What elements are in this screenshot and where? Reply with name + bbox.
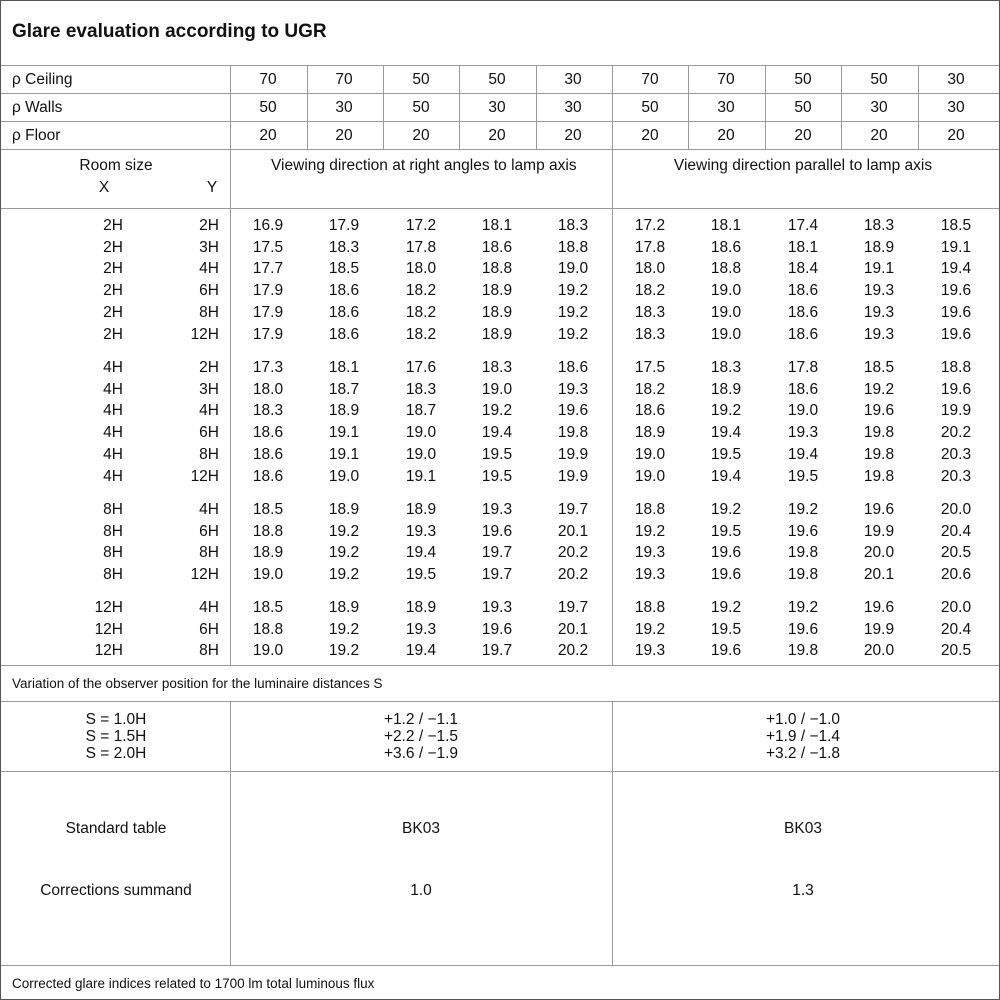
ugr-value: 18.0 — [405, 260, 437, 278]
ugr-value: 18.1 — [328, 359, 360, 376]
room-y: 3H — [199, 380, 219, 398]
ugr-value: 18.5 — [252, 501, 284, 518]
ugr-value: 18.7 — [405, 402, 437, 420]
ugr-value: 19.2 — [328, 642, 360, 660]
ugr-value: 19.6 — [481, 522, 513, 540]
ugr-value: 17.9 — [252, 282, 284, 300]
room-x: 8H — [103, 544, 123, 562]
ugr-value: 17.4 — [787, 217, 819, 234]
room-y: 6H — [199, 424, 219, 442]
room-y: 6H — [199, 282, 219, 300]
room-x: 2H — [103, 303, 123, 321]
ugr-value: 19.2 — [328, 522, 360, 540]
reflectance-value: 70 — [717, 71, 735, 88]
room-x: 12H — [94, 642, 123, 660]
ugr-value: 18.9 — [328, 501, 360, 518]
ugr-value: 18.3 — [710, 359, 742, 376]
ugr-value: 19.9 — [557, 467, 589, 485]
reflectance-value: 20 — [717, 127, 735, 144]
ugr-value: 19.2 — [787, 599, 819, 616]
variation-parallel: +3.2 / −1.8 — [765, 745, 841, 762]
ugr-value: 20.0 — [863, 544, 895, 562]
ugr-value: 19.0 — [557, 260, 589, 278]
room-x: 2H — [103, 238, 123, 256]
ugr-value: 19.2 — [634, 620, 666, 638]
reflectance-value: 50 — [870, 71, 888, 88]
ugr-value: 20.0 — [940, 501, 972, 518]
room-x: 8H — [103, 566, 123, 584]
ugr-value: 19.3 — [863, 303, 895, 321]
ugr-value: 20.1 — [557, 620, 589, 638]
ugr-value: 20.5 — [940, 544, 972, 562]
ugr-value: 18.5 — [328, 260, 360, 278]
ugr-value: 18.6 — [252, 424, 284, 442]
ugr-value: 19.4 — [481, 424, 513, 442]
ugr-value: 19.5 — [710, 620, 742, 638]
ugr-value: 17.5 — [634, 359, 666, 376]
ugr-value: 19.2 — [557, 282, 589, 300]
ugr-value: 17.2 — [405, 217, 437, 234]
ugr-value: 19.6 — [710, 642, 742, 660]
ugr-value: 19.3 — [787, 424, 819, 442]
ugr-value: 19.8 — [787, 642, 819, 660]
variation-s: S = 1.0H — [85, 711, 147, 728]
variation-parallel: +1.9 / −1.4 — [765, 728, 841, 745]
reflectance-value: 20 — [564, 127, 582, 144]
room-y: 4H — [199, 501, 219, 518]
ugr-value: 18.5 — [252, 599, 284, 616]
ugr-value: 19.9 — [940, 402, 972, 420]
ugr-value: 18.6 — [787, 303, 819, 321]
ugr-value: 18.6 — [787, 380, 819, 398]
ugr-value: 20.6 — [940, 566, 972, 584]
ugr-value: 18.6 — [252, 445, 284, 463]
variation-s: S = 2.0H — [85, 745, 147, 762]
ugr-value: 19.0 — [634, 445, 666, 463]
ugr-value: 19.4 — [787, 445, 819, 463]
ugr-value: 18.9 — [405, 501, 437, 518]
reflectance-value: 50 — [488, 71, 506, 88]
ugr-value: 18.2 — [634, 282, 666, 300]
room-x: 4H — [103, 445, 123, 463]
room-y: 4H — [199, 402, 219, 420]
ugr-value: 18.2 — [405, 325, 437, 343]
col-divider-direction — [612, 701, 613, 965]
ugr-value: 18.7 — [328, 380, 360, 398]
ugr-value: 18.3 — [481, 359, 513, 376]
ugr-value: 19.1 — [328, 424, 360, 442]
room-x: 4H — [103, 467, 123, 485]
ugr-value: 19.9 — [557, 445, 589, 463]
divider-corrections — [1, 965, 999, 966]
ugr-value: 20.3 — [940, 445, 972, 463]
room-y: 4H — [199, 599, 219, 616]
ugr-value: 19.3 — [481, 501, 513, 518]
room-y: 12H — [190, 566, 219, 584]
ugr-value: 19.2 — [710, 599, 742, 616]
divider-header — [1, 208, 999, 209]
ugr-value: 19.2 — [710, 402, 742, 420]
ugr-value: 19.4 — [710, 424, 742, 442]
ugr-value: 19.5 — [405, 566, 437, 584]
room-x: 2H — [103, 325, 123, 343]
ugr-value: 19.6 — [863, 599, 895, 616]
room-x: 4H — [103, 402, 123, 420]
ugr-value: 18.6 — [787, 282, 819, 300]
ugr-value: 19.4 — [405, 642, 437, 660]
ugr-value: 19.2 — [328, 566, 360, 584]
ugr-value: 20.1 — [863, 566, 895, 584]
ugr-value: 19.3 — [863, 282, 895, 300]
ugr-value: 19.1 — [940, 238, 972, 256]
ugr-value: 19.7 — [481, 566, 513, 584]
room-x: 12H — [94, 620, 123, 638]
ugr-value: 20.3 — [940, 467, 972, 485]
ugr-value: 18.1 — [787, 238, 819, 256]
ugr-value: 20.2 — [557, 642, 589, 660]
reflectance-value: 20 — [412, 127, 430, 144]
variation-s: S = 1.5H — [85, 728, 147, 745]
reflectance-value: 20 — [794, 127, 812, 144]
reflectance-value: 70 — [641, 71, 659, 88]
ugr-value: 18.2 — [405, 282, 437, 300]
ugr-value: 20.1 — [557, 522, 589, 540]
ugr-value: 19.2 — [328, 620, 360, 638]
ugr-value: 19.2 — [787, 501, 819, 518]
reflectance-value: 30 — [717, 99, 735, 116]
ugr-value: 17.8 — [405, 238, 437, 256]
ugr-value: 20.4 — [940, 522, 972, 540]
ugr-value: 18.9 — [481, 325, 513, 343]
corrections-parallel: 1.3 — [792, 882, 814, 899]
ugr-value: 17.9 — [328, 217, 360, 234]
ugr-value: 18.3 — [405, 380, 437, 398]
ugr-value: 19.7 — [557, 501, 589, 518]
ugr-value: 18.9 — [481, 282, 513, 300]
room-y: 4H — [199, 260, 219, 278]
ugr-value: 18.6 — [328, 282, 360, 300]
ugr-value: 18.8 — [940, 359, 972, 376]
ugr-value: 19.2 — [557, 325, 589, 343]
ugr-value: 19.3 — [557, 380, 589, 398]
reflectance-value: 70 — [335, 71, 353, 88]
direction-right-angles: Viewing direction at right angles to lamp axis — [271, 157, 577, 174]
reflectance-value: 50 — [794, 71, 812, 88]
ugr-value: 19.3 — [634, 642, 666, 660]
ugr-value: 19.6 — [940, 303, 972, 321]
ugr-value: 18.3 — [634, 325, 666, 343]
reflectance-value: 50 — [412, 71, 430, 88]
ugr-value: 18.8 — [252, 522, 284, 540]
ugr-value: 18.9 — [328, 599, 360, 616]
room-y: 8H — [199, 445, 219, 463]
ugr-value: 19.0 — [634, 467, 666, 485]
ugr-value: 19.1 — [405, 467, 437, 485]
ugr-value: 19.6 — [481, 620, 513, 638]
ugr-value: 18.5 — [863, 359, 895, 376]
ugr-value: 19.3 — [863, 325, 895, 343]
room-y: 2H — [199, 359, 219, 376]
ugr-value: 18.9 — [481, 303, 513, 321]
divider-row-ceiling — [1, 93, 999, 94]
ugr-value: 19.2 — [863, 380, 895, 398]
reflectance-value: 20 — [488, 127, 506, 144]
ugr-value: 19.0 — [481, 380, 513, 398]
reflectance-label: ρ Floor — [12, 127, 61, 144]
ugr-value: 19.1 — [328, 445, 360, 463]
ugr-value: 18.2 — [634, 380, 666, 398]
ugr-value: 18.6 — [634, 402, 666, 420]
ugr-value: 20.5 — [940, 642, 972, 660]
room-x: 12H — [94, 599, 123, 616]
ugr-value: 17.3 — [252, 359, 284, 376]
ugr-value: 20.0 — [863, 642, 895, 660]
ugr-value: 19.5 — [481, 467, 513, 485]
ugr-value: 19.4 — [940, 260, 972, 278]
ugr-value: 19.4 — [710, 467, 742, 485]
ugr-value: 18.3 — [634, 303, 666, 321]
ugr-value: 18.9 — [863, 238, 895, 256]
ugr-value: 19.2 — [481, 402, 513, 420]
room-x: 4H — [103, 359, 123, 376]
reflectance-value: 30 — [947, 99, 965, 116]
page-title: Glare evaluation according to UGR — [12, 21, 327, 42]
ugr-value: 18.6 — [252, 467, 284, 485]
room-y: 2H — [199, 217, 219, 234]
reflectance-value: 20 — [870, 127, 888, 144]
reflectance-value: 30 — [564, 71, 582, 88]
ugr-value: 17.2 — [634, 217, 666, 234]
reflectance-value: 20 — [335, 127, 353, 144]
divider-row-walls — [1, 121, 999, 122]
ugr-value: 18.8 — [252, 620, 284, 638]
ugr-value: 19.5 — [787, 467, 819, 485]
ugr-value: 19.7 — [481, 544, 513, 562]
ugr-value: 18.9 — [634, 424, 666, 442]
ugr-value: 18.8 — [634, 599, 666, 616]
reflectance-value: 50 — [259, 99, 277, 116]
ugr-value: 19.2 — [710, 501, 742, 518]
reflectance-value: 20 — [259, 127, 277, 144]
ugr-value: 19.6 — [710, 544, 742, 562]
ugr-value: 19.7 — [481, 642, 513, 660]
ugr-value: 19.6 — [863, 402, 895, 420]
divider-title — [1, 65, 999, 66]
ugr-value: 20.2 — [557, 566, 589, 584]
room-y: 6H — [199, 522, 219, 540]
room-y: 8H — [199, 642, 219, 660]
ugr-value: 19.5 — [710, 522, 742, 540]
room-x: 4H — [103, 380, 123, 398]
corrections-right: 1.0 — [410, 882, 432, 899]
variation-label: Variation of the observer position for the luminaire distances S — [12, 676, 383, 691]
reflectance-value: 50 — [794, 99, 812, 116]
ugr-value: 18.3 — [328, 238, 360, 256]
variation-parallel: +1.0 / −1.0 — [765, 711, 841, 728]
ugr-value: 19.2 — [557, 303, 589, 321]
ugr-value: 19.2 — [634, 522, 666, 540]
divider-data — [1, 665, 999, 666]
reflectance-label: ρ Ceiling — [12, 71, 73, 88]
room-y: 8H — [199, 303, 219, 321]
ugr-value: 19.6 — [787, 522, 819, 540]
reflectance-value: 30 — [564, 99, 582, 116]
ugr-value: 19.6 — [940, 325, 972, 343]
ugr-value: 18.6 — [787, 325, 819, 343]
ugr-value: 18.6 — [328, 325, 360, 343]
ugr-value: 19.0 — [405, 424, 437, 442]
reflectance-value: 70 — [259, 71, 277, 88]
room-x: 8H — [103, 501, 123, 518]
ugr-value: 19.6 — [863, 501, 895, 518]
ugr-value: 17.9 — [252, 303, 284, 321]
ugr-value: 19.6 — [787, 620, 819, 638]
ugr-value: 19.7 — [557, 599, 589, 616]
ugr-value: 18.1 — [710, 217, 742, 234]
footer-note: Corrected glare indices related to 1700 lm total luminous flux — [12, 976, 375, 991]
room-y: 12H — [190, 325, 219, 343]
ugr-value: 19.2 — [328, 544, 360, 562]
variation-right: +3.6 / −1.9 — [383, 745, 459, 762]
ugr-value: 18.6 — [557, 359, 589, 376]
divider-variation — [1, 771, 999, 772]
ugr-value: 18.0 — [252, 380, 284, 398]
ugr-value: 19.6 — [940, 282, 972, 300]
reflectance-value: 30 — [335, 99, 353, 116]
ugr-value: 19.8 — [787, 566, 819, 584]
reflectance-value: 50 — [641, 99, 659, 116]
y-label: Y — [206, 179, 218, 196]
variation-right: +2.2 / −1.5 — [383, 728, 459, 745]
divider-variation-label — [1, 701, 999, 702]
direction-parallel: Viewing direction parallel to lamp axis — [673, 157, 933, 174]
ugr-value: 19.0 — [710, 325, 742, 343]
standard-table-right: BK03 — [402, 820, 440, 837]
ugr-value: 19.0 — [710, 282, 742, 300]
ugr-value: 19.3 — [481, 599, 513, 616]
room-x: 2H — [103, 217, 123, 234]
room-y: 8H — [199, 544, 219, 562]
ugr-value: 19.0 — [787, 402, 819, 420]
ugr-value: 18.2 — [405, 303, 437, 321]
room-y: 3H — [199, 238, 219, 256]
standard-table-label: Standard table — [65, 820, 167, 837]
room-y: 12H — [190, 467, 219, 485]
ugr-value: 19.3 — [405, 522, 437, 540]
room-x: 2H — [103, 260, 123, 278]
ugr-value: 19.5 — [710, 445, 742, 463]
divider-row-floor — [1, 149, 999, 150]
ugr-value: 19.8 — [863, 467, 895, 485]
ugr-value: 17.6 — [405, 359, 437, 376]
ugr-value: 19.1 — [863, 260, 895, 278]
reflectance-value: 20 — [947, 127, 965, 144]
ugr-value: 18.8 — [634, 501, 666, 518]
reflectance-value: 20 — [641, 127, 659, 144]
reflectance-value: 30 — [870, 99, 888, 116]
ugr-value: 19.3 — [634, 566, 666, 584]
ugr-value: 18.6 — [710, 238, 742, 256]
corrections-label: Corrections summand — [40, 882, 192, 899]
ugr-value: 20.0 — [940, 599, 972, 616]
ugr-value: 19.4 — [405, 544, 437, 562]
ugr-value: 19.5 — [481, 445, 513, 463]
ugr-value: 19.8 — [557, 424, 589, 442]
room-size-label: Room size — [79, 157, 153, 174]
reflectance-label: ρ Walls — [12, 99, 63, 116]
ugr-value: 18.9 — [252, 544, 284, 562]
room-y: 6H — [199, 620, 219, 638]
room-x: 8H — [103, 522, 123, 540]
ugr-value: 19.6 — [940, 380, 972, 398]
ugr-value: 18.8 — [710, 260, 742, 278]
ugr-value: 18.3 — [557, 217, 589, 234]
ugr-value: 19.3 — [405, 620, 437, 638]
reflectance-value: 30 — [488, 99, 506, 116]
ugr-value: 19.0 — [405, 445, 437, 463]
ugr-value: 19.0 — [328, 467, 360, 485]
ugr-value: 17.8 — [787, 359, 819, 376]
ugr-value: 18.1 — [481, 217, 513, 234]
ugr-value: 19.8 — [863, 445, 895, 463]
ugr-value: 20.4 — [940, 620, 972, 638]
ugr-value: 18.5 — [940, 217, 972, 234]
ugr-value: 18.8 — [557, 238, 589, 256]
room-x: 4H — [103, 424, 123, 442]
room-x: 2H — [103, 282, 123, 300]
reflectance-value: 30 — [947, 71, 965, 88]
reflectance-value: 50 — [412, 99, 430, 116]
ugr-value: 18.6 — [481, 238, 513, 256]
ugr-value: 19.0 — [710, 303, 742, 321]
ugr-value: 19.8 — [863, 424, 895, 442]
ugr-value: 18.9 — [328, 402, 360, 420]
ugr-value: 18.8 — [481, 260, 513, 278]
ugr-value: 16.9 — [252, 217, 284, 234]
ugr-value: 20.2 — [557, 544, 589, 562]
ugr-value: 20.2 — [940, 424, 972, 442]
variation-right: +1.2 / −1.1 — [383, 711, 459, 728]
ugr-value: 18.9 — [405, 599, 437, 616]
ugr-value: 19.3 — [634, 544, 666, 562]
ugr-value: 17.8 — [634, 238, 666, 256]
standard-table-parallel: BK03 — [784, 820, 822, 837]
ugr-value: 19.9 — [863, 620, 895, 638]
ugr-value: 18.3 — [863, 217, 895, 234]
ugr-value: 18.4 — [787, 260, 819, 278]
ugr-value: 18.0 — [634, 260, 666, 278]
x-label: X — [98, 179, 110, 196]
ugr-value: 19.0 — [252, 642, 284, 660]
ugr-value: 18.6 — [328, 303, 360, 321]
ugr-value: 17.5 — [252, 238, 284, 256]
ugr-value: 19.6 — [710, 566, 742, 584]
ugr-value: 19.8 — [787, 544, 819, 562]
ugr-value: 17.7 — [252, 260, 284, 278]
ugr-value: 19.0 — [252, 566, 284, 584]
ugr-value: 19.6 — [557, 402, 589, 420]
ugr-value: 19.9 — [863, 522, 895, 540]
ugr-value: 18.3 — [252, 402, 284, 420]
ugr-value: 17.9 — [252, 325, 284, 343]
ugr-value: 18.9 — [710, 380, 742, 398]
